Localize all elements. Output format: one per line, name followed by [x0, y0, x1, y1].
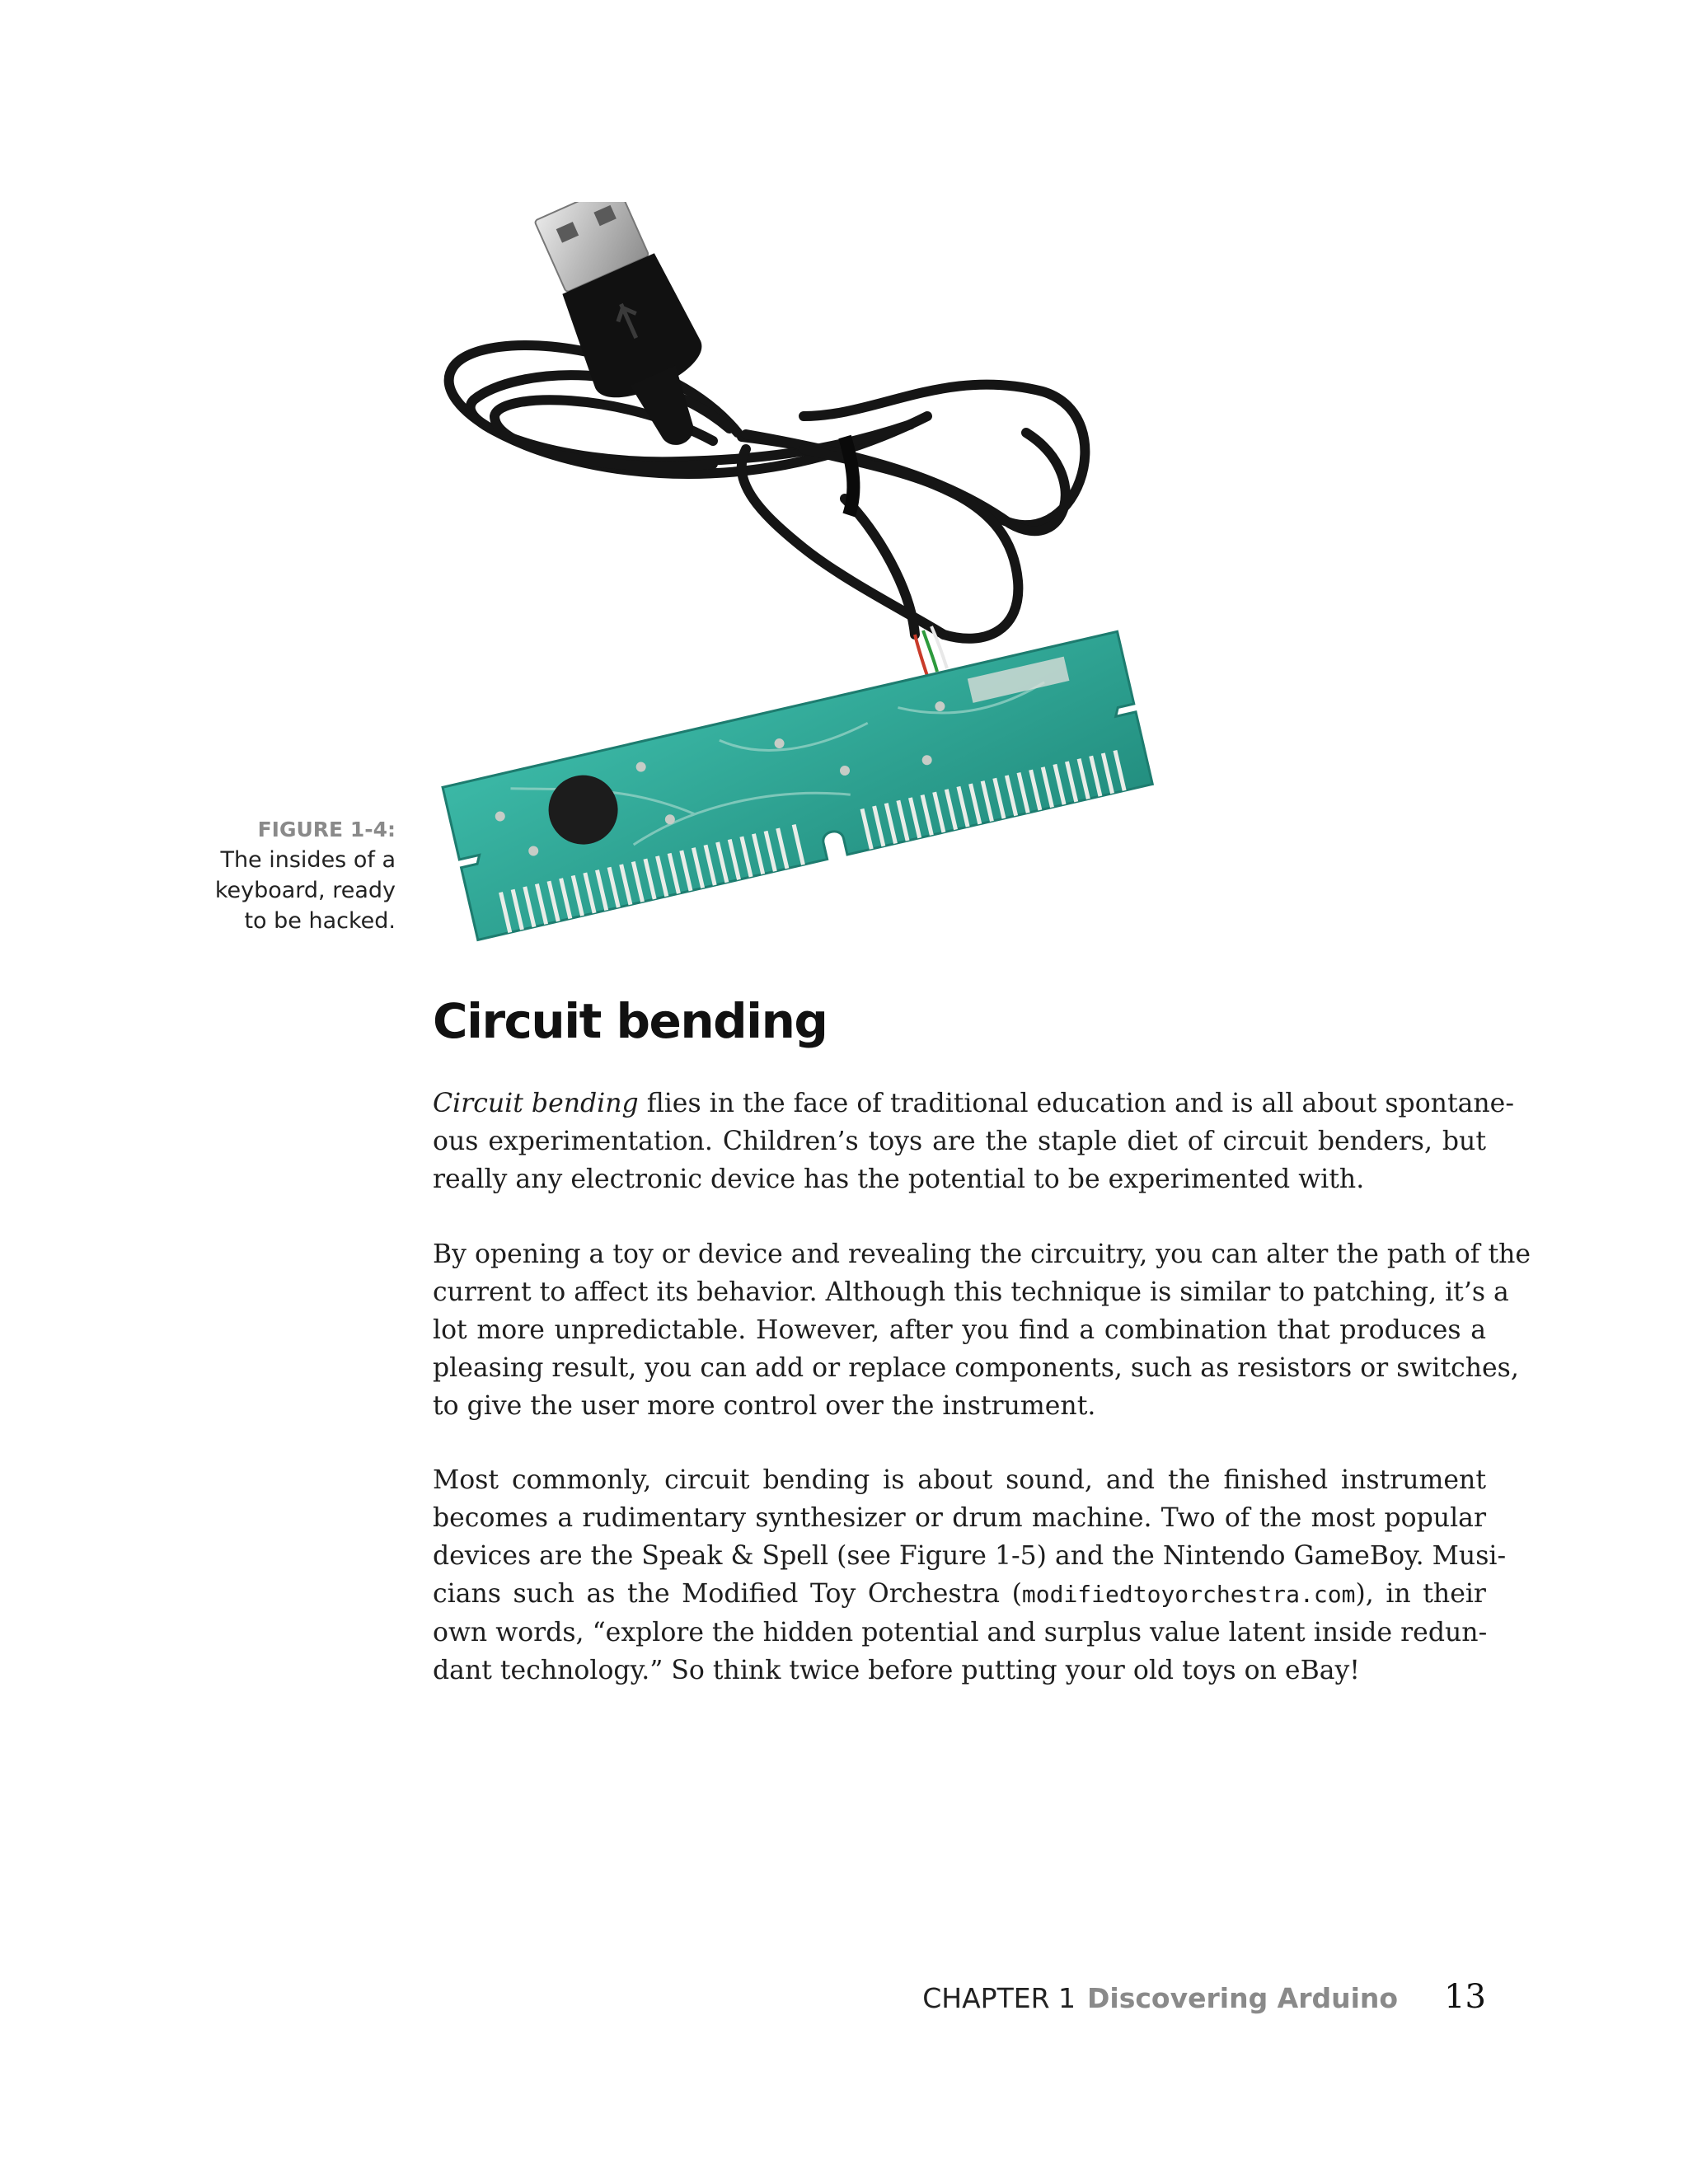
paragraph-line: own words, “explore the hidden potential and surplus value latent inside redun- [433, 1618, 1488, 1647]
paragraph-line: ous experimentation. Children’s toys are the staple diet of circuit benders, but [433, 1127, 1486, 1156]
paragraph-1 [433, 1085, 1514, 1198]
paragraph-line: current to affect its behavior. Although this technique is similar to patching, it’s a [433, 1277, 1509, 1307]
circuit-board [443, 631, 1152, 940]
text-run: ), in their [1355, 1579, 1486, 1609]
caption-line: to be hacked. [244, 908, 396, 934]
paragraph-line [433, 1085, 1514, 1122]
page-footer [922, 1978, 1486, 2016]
caption-line: keyboard, ready [214, 878, 396, 903]
paragraph-line: really any electronic device has the potential to be experimented with. [433, 1165, 1365, 1194]
figure-photo [416, 202, 1257, 944]
usb-plug [523, 202, 736, 466]
section-title: Circuit bending [433, 993, 828, 1049]
paragraph-line: becomes a rudimentary synthesizer or drum machine. Two of the most popular [433, 1503, 1486, 1533]
chapter-label: CHAPTER 1 [922, 1982, 1076, 2014]
paragraph-line: pleasing result, you can add or replace components, such as resistors or switches, [433, 1353, 1519, 1383]
paragraph-line: lot more unpredictable. However, after you find a combination that produces a [433, 1315, 1486, 1345]
paragraph-line: devices are the Speak & Spell (see Figure 1-5) and the Nintendo GameBoy. Musi- [433, 1541, 1507, 1571]
url-link[interactable]: modifiedtoyorchestra.com [1021, 1581, 1356, 1608]
page-number: 13 [1444, 1978, 1486, 2016]
cable-tie [845, 437, 853, 515]
paragraph-line: Most commonly, circuit bending is about sound, and the finished instrument [433, 1465, 1486, 1495]
paragraph-line [433, 1575, 1486, 1614]
paragraph-line: By opening a toy or device and revealing the circuitry, you can alter the path of the [433, 1240, 1531, 1269]
paragraph-3 [433, 1461, 1507, 1690]
figure-caption [148, 814, 396, 936]
text-run: cians such as the Modified Toy Orchestra ( [433, 1579, 1022, 1609]
text-run: flies in the face of traditional education and is all about spontane- [638, 1089, 1514, 1118]
caption-line: The insides of a [220, 847, 396, 873]
paragraph-2 [433, 1235, 1531, 1425]
usb-cable [449, 345, 1085, 639]
figure-label: FIGURE 1-4: [257, 818, 396, 841]
paragraph-line: to give the user more control over the instrument. [433, 1391, 1096, 1421]
chapter-title: Discovering Arduino [1087, 1982, 1399, 2014]
paragraph-line: dant technology.” So think twice before putting your old toys on eBay! [433, 1656, 1360, 1685]
term-circuit-bending: Circuit bending [433, 1089, 639, 1118]
